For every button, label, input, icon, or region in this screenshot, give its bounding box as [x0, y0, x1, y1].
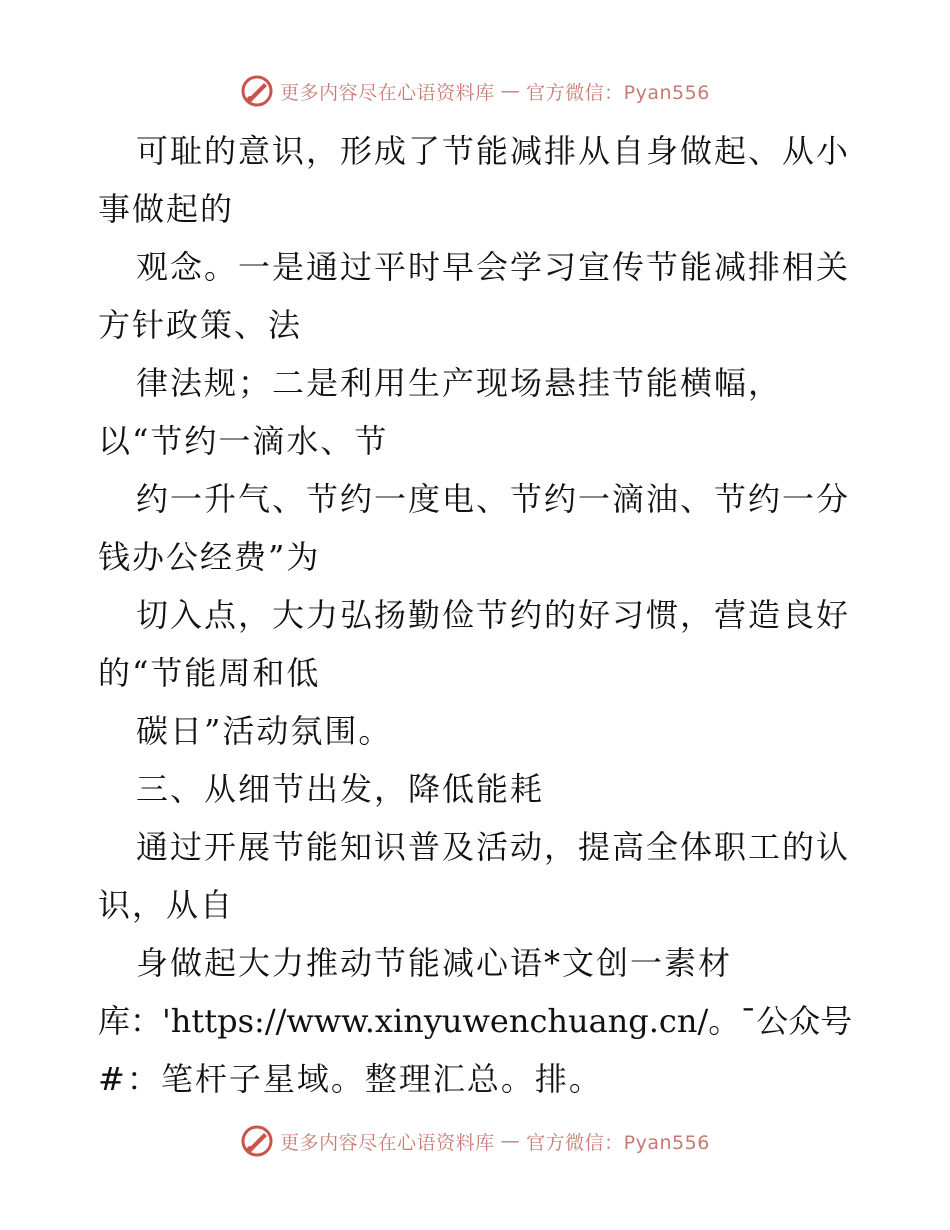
text-line: #：笔杆子星域。整理汇总。排。 — [98, 1060, 603, 1098]
watermark-wechat: 官方微信：Pyan556 — [526, 1131, 710, 1154]
section-heading: 三、从细节出发，降低能耗 — [136, 770, 545, 808]
text-line: 库：'https://www.xinyuwenchuang.cn/。¯公众号 — [98, 1002, 853, 1040]
text-line: 碳日”活动氛围。 — [136, 712, 393, 750]
text-line: 的“节能周和低 — [98, 654, 321, 692]
text-line: 可耻的意识，形成了节能减排从自身做起、从小 — [136, 132, 851, 170]
text-line: 事做起的 — [98, 190, 235, 228]
text-line: 钱办公经费”为 — [98, 538, 321, 576]
text-line: 切入点，大力弘扬勤俭节约的好习惯，营造良好 — [136, 596, 851, 634]
text-line: 约一升气、节约一度电、节约一滴油、节约一分 — [136, 480, 851, 518]
watermark-text: 更多内容尽在心语资料库 — [280, 1131, 495, 1154]
watermark-wechat: 官方微信：Pyan556 — [526, 81, 710, 104]
text-line: 观念。一是通过平时早会学习宣传节能减排相关 — [136, 248, 851, 286]
text-line: 以“节约一滴水、节 — [98, 422, 389, 460]
text-line: 律法规；二是利用生产现场悬挂节能横幅， — [136, 364, 783, 402]
brush-logo-icon — [240, 74, 274, 108]
text-line: 身做起大力推动节能减心语*文创一素材 — [136, 944, 733, 982]
text-line: 识，从自 — [98, 886, 235, 924]
footer-watermark — [0, 1124, 950, 1158]
brush-logo-icon — [240, 1124, 274, 1158]
watermark-text: 更多内容尽在心语资料库 — [280, 81, 495, 104]
document-body — [98, 122, 858, 1108]
watermark-separator: — — [500, 1130, 521, 1152]
text-line: 方针政策、法 — [98, 306, 303, 344]
text-line: 通过开展节能知识普及活动，提高全体职工的认 — [136, 828, 851, 866]
watermark-separator: — — [500, 80, 521, 102]
header-watermark — [0, 74, 950, 108]
